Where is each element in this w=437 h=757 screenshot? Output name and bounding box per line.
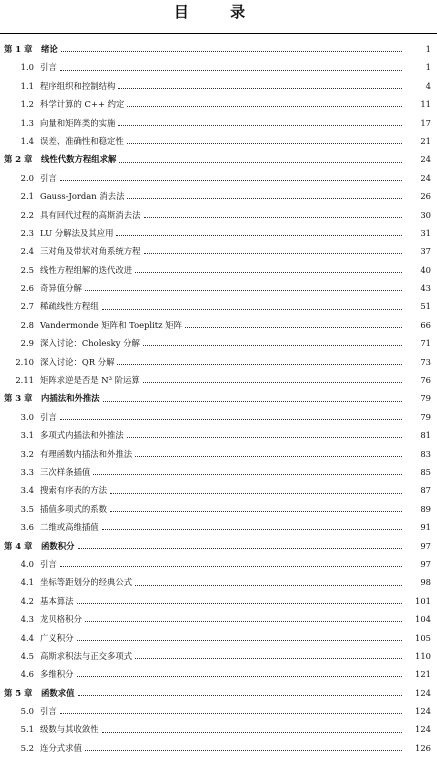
entry-title: 引言 <box>40 706 57 717</box>
entry-title: 龙贝格积分 <box>40 614 82 625</box>
entry-number: 5.2 <box>20 742 34 753</box>
entry-page-number: 85 <box>420 466 431 477</box>
entry-page-number: 76 <box>420 375 431 386</box>
toc-section-entry[interactable] <box>0 206 437 224</box>
dot-leader <box>127 106 402 107</box>
entry-number: 1.4 <box>20 135 34 146</box>
toc-section-entry[interactable] <box>0 297 437 315</box>
toc-section-entry[interactable] <box>0 114 437 132</box>
entry-page-number: 124 <box>415 706 431 717</box>
entry-title: 搜索有序表的方法 <box>40 485 107 496</box>
entry-title: 多维积分 <box>40 669 74 680</box>
entry-page-number: 79 <box>420 411 431 422</box>
entry-title: 高斯求积法与正交多项式 <box>40 650 133 661</box>
toc-chapter-entry[interactable] <box>0 150 437 168</box>
toc-section-entry[interactable] <box>0 610 437 628</box>
dot-leader <box>135 272 402 273</box>
entry-number: 第 4 章 <box>4 540 33 551</box>
entry-number: 第 1 章 <box>4 44 33 54</box>
dot-leader <box>135 585 402 586</box>
entry-page-number: 87 <box>420 485 431 496</box>
entry-title: 向量和矩阵类的实施 <box>40 117 116 128</box>
dot-leader <box>85 290 402 291</box>
toc-section-entry[interactable] <box>0 77 437 95</box>
entry-page-number: 26 <box>420 191 431 202</box>
entry-number: 2.8 <box>20 319 34 330</box>
page-title: 目 录 <box>173 3 264 21</box>
entry-page-number: 79 <box>420 393 431 404</box>
dot-leader <box>78 548 403 549</box>
entry-page-number: 37 <box>420 246 431 257</box>
toc-section-entry[interactable] <box>0 629 437 647</box>
entry-page-number: 24 <box>420 154 431 165</box>
table-of-contents <box>0 40 437 757</box>
entry-page-number: 43 <box>420 283 431 294</box>
dot-leader <box>185 327 402 328</box>
title-divider <box>0 33 437 34</box>
entry-page-number: 89 <box>420 503 431 514</box>
entry-title: 二维或高维插值 <box>40 522 99 533</box>
toc-section-entry[interactable] <box>0 187 437 205</box>
entry-title: 插值多项式的系数 <box>40 503 107 514</box>
entry-page-number: 4 <box>425 80 431 91</box>
dot-leader <box>143 382 402 383</box>
toc-section-entry[interactable] <box>0 518 437 536</box>
dot-leader <box>144 217 403 218</box>
entry-page-number: 24 <box>420 172 431 183</box>
entry-page-number: 126 <box>415 742 431 753</box>
entry-title: 引言 <box>40 411 57 422</box>
dot-leader <box>102 309 402 310</box>
toc-section-entry[interactable] <box>0 261 437 279</box>
dot-leader <box>102 529 402 530</box>
toc-section-entry[interactable] <box>0 445 437 463</box>
toc-section-entry[interactable] <box>0 481 437 499</box>
toc-section-entry[interactable] <box>0 463 437 481</box>
entry-title: 程序组织和控制结构 <box>40 80 116 91</box>
entry-page-number: 71 <box>420 338 431 349</box>
entry-number: 4.2 <box>20 595 34 606</box>
entry-title: 线性方程组解的迭代改进 <box>40 264 133 275</box>
dot-leader <box>118 125 402 126</box>
entry-number: 第 2 章 <box>4 154 33 165</box>
entry-page-number: 124 <box>415 687 431 698</box>
toc-section-entry[interactable] <box>0 647 437 665</box>
dot-leader <box>110 493 402 494</box>
dot-leader <box>77 676 403 677</box>
entry-title: 有理函数内插法和外推法 <box>40 448 133 459</box>
entry-title: 函数求值 <box>41 687 75 698</box>
entry-number: 5.1 <box>20 724 34 735</box>
entry-number: 3.5 <box>20 503 34 514</box>
entry-number: 1.1 <box>20 80 34 91</box>
entry-title: 深入讨论：Cholesky 分解 <box>40 338 140 349</box>
toc-chapter-entry[interactable] <box>0 389 437 407</box>
dot-leader <box>135 456 402 457</box>
entry-title: 绪论 <box>41 44 58 54</box>
dot-leader <box>103 401 402 402</box>
entry-number: 2.11 <box>15 375 34 386</box>
dot-leader <box>60 713 402 714</box>
toc-section-entry[interactable] <box>0 334 437 352</box>
entry-page-number: 121 <box>415 669 431 680</box>
dot-leader <box>85 750 402 751</box>
entry-title: 基本算法 <box>40 595 74 606</box>
dot-leader <box>102 732 402 733</box>
entry-number: 3.3 <box>20 466 34 477</box>
entry-page-number: 73 <box>420 356 431 367</box>
entry-page-number: 98 <box>420 577 431 588</box>
entry-title: 深入讨论：QR 分解 <box>40 356 115 367</box>
dot-leader <box>143 345 402 346</box>
entry-page-number: 66 <box>420 319 431 330</box>
entry-page-number: 105 <box>415 632 431 643</box>
entry-title: 广义积分 <box>40 632 74 643</box>
entry-title: 奇异值分解 <box>40 283 82 294</box>
dot-leader <box>119 162 402 163</box>
dot-leader <box>60 180 402 181</box>
toc-chapter-entry[interactable] <box>0 40 437 58</box>
entry-title: 稀疏线性方程组 <box>40 301 99 312</box>
dot-leader <box>93 474 402 475</box>
entry-page-number: 104 <box>415 614 431 625</box>
dot-leader <box>144 253 403 254</box>
entry-page-number: 97 <box>420 558 431 569</box>
entry-number: 4.0 <box>20 558 34 569</box>
toc-section-entry[interactable] <box>0 426 437 444</box>
dot-leader <box>127 198 402 199</box>
dot-leader <box>61 51 402 52</box>
entry-number: 2.6 <box>20 283 34 294</box>
dot-leader <box>116 235 402 236</box>
entry-title: 科学计算的 C++ 约定 <box>40 99 125 110</box>
entry-number: 2.4 <box>20 246 34 257</box>
entry-title: 引言 <box>40 172 57 183</box>
entry-number: 3.2 <box>20 448 34 459</box>
entry-number: 1.3 <box>20 117 34 128</box>
entry-number: 2.7 <box>20 301 34 312</box>
toc-section-entry[interactable] <box>0 739 437 757</box>
entry-page-number: 101 <box>415 595 431 606</box>
dot-leader <box>110 511 402 512</box>
entry-title: Gauss-Jordan 消去法 <box>40 191 125 202</box>
toc-section-entry[interactable] <box>0 408 437 426</box>
entry-page-number: 91 <box>420 522 431 533</box>
toc-section-entry[interactable] <box>0 371 437 389</box>
toc-section-entry[interactable] <box>0 132 437 150</box>
entry-number: 第 3 章 <box>4 393 33 404</box>
entry-page-number: 81 <box>420 430 431 441</box>
entry-page-number: 21 <box>420 135 431 146</box>
entry-title: 连分式求值 <box>40 742 82 753</box>
entry-title: 内插法和外推法 <box>41 393 100 404</box>
toc-section-entry[interactable] <box>0 279 437 297</box>
toc-section-entry[interactable] <box>0 500 437 518</box>
entry-number: 2.10 <box>15 356 34 367</box>
dot-leader <box>78 695 403 696</box>
entry-number: 4.6 <box>20 669 34 680</box>
entry-title: 引言 <box>40 558 57 569</box>
entry-title: 函数积分 <box>41 540 75 551</box>
entry-number: 4.4 <box>20 632 34 643</box>
entry-title: 误差、准确性和稳定性 <box>40 135 124 146</box>
dot-leader <box>77 640 403 641</box>
entry-page-number: 30 <box>420 209 431 220</box>
toc-section-entry[interactable] <box>0 665 437 683</box>
toc-chapter-entry[interactable] <box>0 537 437 555</box>
toc-section-entry[interactable] <box>0 316 437 334</box>
toc-section-entry[interactable] <box>0 242 437 260</box>
toc-section-entry[interactable] <box>0 169 437 187</box>
toc-chapter-entry[interactable] <box>0 684 437 702</box>
toc-section-entry[interactable] <box>0 95 437 113</box>
toc-section-entry[interactable] <box>0 573 437 591</box>
entry-number: 第 5 章 <box>4 687 33 698</box>
entry-page-number: 40 <box>420 264 431 275</box>
entry-title: 级数与其收敛性 <box>40 724 99 735</box>
entry-number: 2.3 <box>20 227 34 238</box>
entry-page-number: 83 <box>420 448 431 459</box>
entry-number: 4.1 <box>20 577 34 588</box>
entry-number: 3.0 <box>20 411 34 422</box>
entry-number: 5.0 <box>20 706 34 717</box>
entry-title: 矩阵求逆是否是 N³ 阶运算 <box>40 375 140 386</box>
entry-title: 三次样条插值 <box>40 466 91 477</box>
dot-leader <box>118 88 402 89</box>
entry-title: 三对角及带状对角系统方程 <box>40 246 141 257</box>
dot-leader <box>127 143 402 144</box>
dot-leader <box>135 658 402 659</box>
dot-leader <box>60 566 402 567</box>
entry-page-number: 31 <box>420 227 431 238</box>
toc-section-entry[interactable] <box>0 353 437 371</box>
entry-page-number: 51 <box>420 301 431 312</box>
entry-page-number: 1 <box>425 62 431 73</box>
entry-page-number: 17 <box>420 117 431 128</box>
entry-number: 4.3 <box>20 614 34 625</box>
entry-number: 2.2 <box>20 209 34 220</box>
entry-title: LU 分解法及其应用 <box>40 227 114 238</box>
toc-section-entry[interactable] <box>0 555 437 573</box>
dot-leader <box>85 621 402 622</box>
toc-section-entry[interactable] <box>0 58 437 76</box>
entry-title: Vandermonde 矩阵和 Toeplitz 矩阵 <box>40 319 182 330</box>
entry-number: 2.0 <box>20 172 34 183</box>
entry-title: 具有回代过程的高斯消去法 <box>40 209 141 220</box>
entry-page-number: 11 <box>420 99 431 110</box>
entry-number: 4.5 <box>20 650 34 661</box>
dot-leader <box>60 419 402 420</box>
dot-leader <box>127 437 402 438</box>
entry-page-number: 110 <box>415 650 431 661</box>
entry-number: 3.1 <box>20 430 34 441</box>
entry-number: 2.9 <box>20 338 34 349</box>
entry-number: 1.2 <box>20 99 34 110</box>
entry-number: 3.6 <box>20 522 34 533</box>
entry-title: 引言 <box>40 62 57 73</box>
entry-number: 2.5 <box>20 264 34 275</box>
entry-page-number: 1 <box>425 44 431 54</box>
entry-page-number: 97 <box>420 540 431 551</box>
toc-section-entry[interactable] <box>0 702 437 720</box>
entry-page-number: 124 <box>415 724 431 735</box>
toc-section-entry[interactable] <box>0 720 437 738</box>
toc-section-entry[interactable] <box>0 224 437 242</box>
entry-number: 2.1 <box>20 191 34 202</box>
dot-leader <box>77 603 403 604</box>
entry-title: 多项式内插法和外推法 <box>40 430 124 441</box>
entry-number: 1.0 <box>20 62 34 73</box>
entry-title: 坐标等距划分的经典公式 <box>40 577 133 588</box>
dot-leader <box>117 364 402 365</box>
dot-leader <box>60 70 402 71</box>
entry-number: 3.4 <box>20 485 34 496</box>
entry-title: 线性代数方程组求解 <box>41 154 117 165</box>
